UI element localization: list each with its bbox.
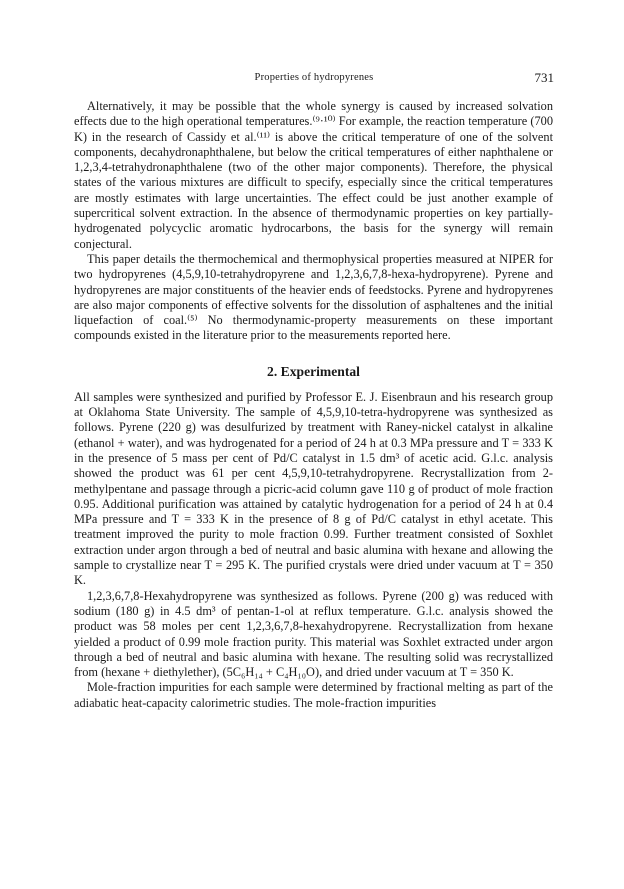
running-head: [74, 70, 554, 86]
paragraph-mole-fraction-impurities: Mole-fraction impurities for each sample were determined by fractional melting as part of the adiabatic heat-capacity calorimetric studies. The mole-fraction impurities: [74, 680, 553, 710]
paragraph-paper-scope: This paper details the thermochemical and thermophysical properties measured at NIPER for two hydropyrenes (4,5,9,10-tetrahydropyrene and 1,2,3,6,7,8-hexa-hydropyrene). Pyrene and hydropyrenes are major constituents of the heavier ends of feedstocks. Pyrene and hydropyrenes are also major components of effective solvents for the dissolution of asphaltenes and the initial liquefaction of coal.⁽⁵⁾ No thermodynamic-property measurements on these important compounds existed in the literature prior to the measurements reported here.: [74, 251, 553, 343]
paragraph-hexahydropyrene-synthesis: 1,2,3,6,7,8-Hexahydropyrene was synthesized as follows. Pyrene (200 g) was reduced with sodium (180 g) in 4.5 dm³ of pentan-1-ol at reflux temperature. G.l.c. analysis showed the product was 58 moles per cent 1,2,3,6,7,8-hexahydropyrene. Recrystallization from hexane yielded a product of 0.99 mole fraction purity. This material was Soxhlet extracted under argon through a bed of neutral and basic alumina with hexane. The resulting solid was recrystallized from (hexane + diethylether), (5C₆H₁₄ + C₄H₁₀O), and dried under vacuum at T = 350 K.: [74, 588, 553, 680]
page-number: 731: [534, 70, 554, 85]
section-heading-experimental: 2. Experimental: [267, 363, 360, 379]
paragraph-synergy: Alternatively, it may be possible that the whole synergy is caused by increased solvation effects due to the high operational temperatures.⁽⁹·¹⁰⁾ For example, the reaction temperature (700 K) in the research of Cassidy et al.⁽¹¹⁾ is above the critical temperature of one of the solvent components, decahydronaphthalene, but below the critical temperatures of either naphthalene or 1,2,3,4-tetrahydronaphthalene (two of the other major components). Therefore, the physical states of the various mixtures are difficult to specify, especially since the critical temperatures are mostly estimates with large uncertainties. The effect could be just another example of supercritical solvent extraction. In the absence of thermodynamic properties on key partially-hydrogenated polycyclic aromatic hydrocarbons, the basis for the synergy will remain conjectural.: [74, 99, 553, 251]
body-text: [74, 99, 553, 711]
paragraph-tetrahydropyrene-synthesis: All samples were synthesized and purified by Professor E. J. Eisenbraun and his research group at Oklahoma State University. The sample of 4,5,9,10-tetra-hydropyrene was synthesized as follows. Pyrene (220 g) was desulfurized by treatment with Raney-nickel catalyst in alkaline (ethanol + water), and was hydrogenated for a period of 24 h at 0.3 MPa pressure and T = 333 K in the presence of 5 mass per cent of Pd/C catalyst in 1.5 dm³ of acetic acid. G.l.c. analysis showed the product was 61 per cent 4,5,9,10-tetrahydropyrene. Recrystallization from 2-methylpentane and passage through a picric-acid column gave 110 g of product of mole fraction 0.95. Additional purification was attained by catalytic hydrogenation for a period of 24 h at 0.4 MPa pressure and T = 333 K in the presence of 8 g of Pd/C catalyst in ethyl acetate. This treatment improved the purity to mole fraction 0.99. Further treatment consisted of Soxhlet extraction under argon through a bed of neutral and basic alumina with hexane and allowing the sample to crystallize near T = 295 K. The purified crystals were dried under vacuum at T = 350 K.: [74, 389, 553, 588]
running-title: Properties of hydropyrenes: [254, 72, 374, 83]
